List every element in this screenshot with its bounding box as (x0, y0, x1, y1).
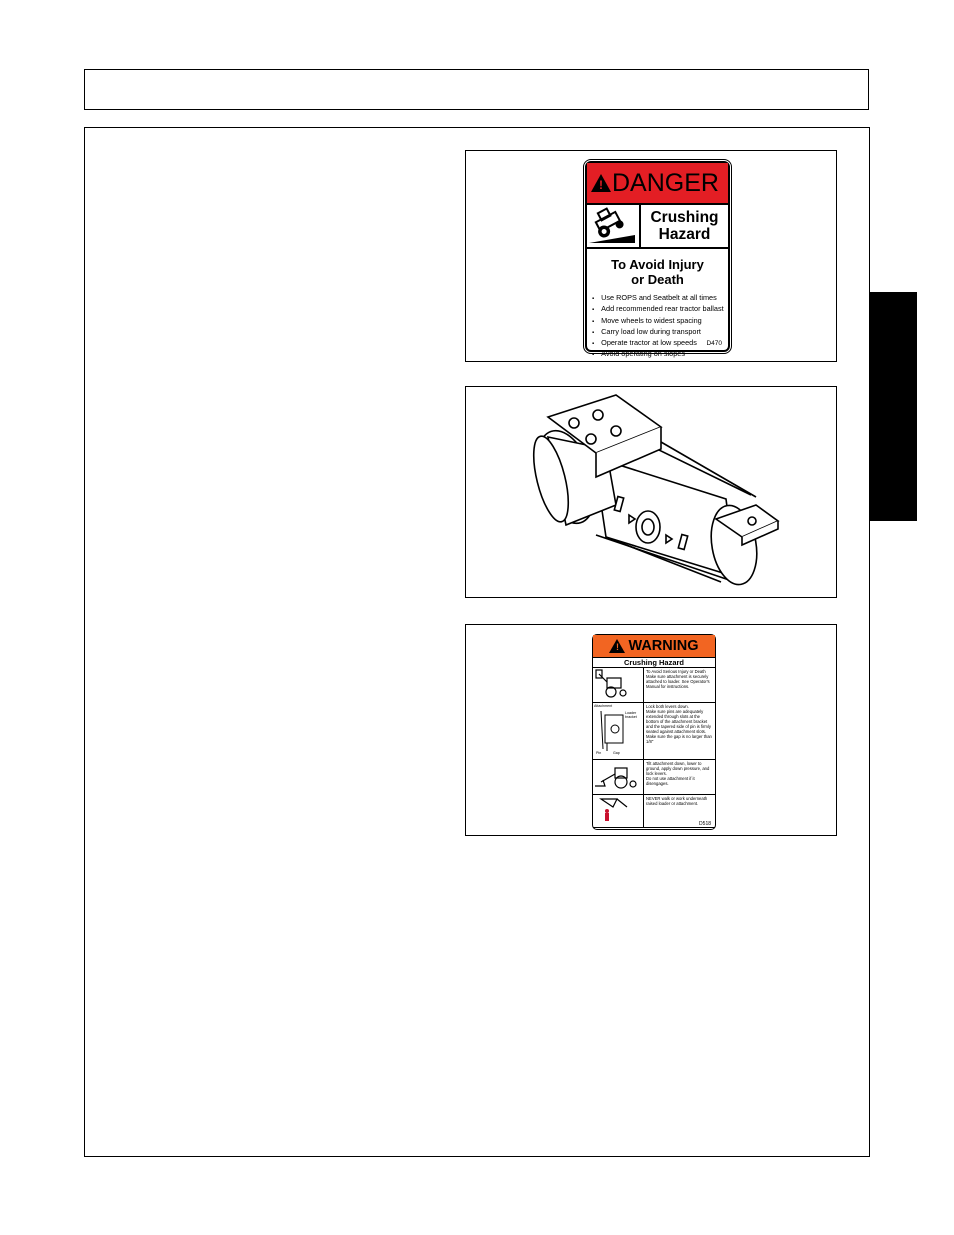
row-text: To Avoid Serious Injury or Death (646, 669, 706, 674)
row-text: Make sure pins are adequately extended through slots at the bottom of the attachment bracket and the tapered side of pin is firmly seated against attachment slots. (646, 709, 711, 734)
list-item: ▪ Add recommended rear tractor ballast (592, 304, 728, 315)
warning-row (593, 668, 715, 703)
label-pin: Pin (596, 751, 602, 755)
warning-signal-word: WARNING (628, 638, 699, 654)
hazard-line-1: Crushing (650, 209, 719, 226)
page-header-box (84, 69, 869, 110)
tractor-lowered-icon (593, 760, 644, 794)
warning-row (593, 760, 715, 795)
warning-header (593, 635, 715, 658)
danger-subtitle (587, 257, 728, 287)
alert-triangle-icon: ! (591, 174, 611, 192)
label-attachment: Attachment (594, 704, 613, 708)
mount-tube-figure (465, 386, 837, 598)
person-under-load-icon (593, 795, 644, 827)
row-text: Tilt attachment down, lower to ground, apply down pressure, and lock levers. (646, 761, 710, 776)
list-item: ▪ Carry load low during transport (592, 327, 728, 338)
tractor-rollover-icon (587, 205, 641, 247)
label-gap: Gap (613, 751, 620, 755)
list-item: ▪ Avoid operating on slopes (592, 349, 728, 360)
loader-attachment-icon (593, 668, 644, 702)
hazard-line-2: Hazard (658, 226, 711, 243)
list-item: ▪ Operate tractor at low speeds (592, 338, 728, 349)
row-text: Make sure attachment is securely attached to loader. See Operator's Manual for instructions. (646, 674, 710, 689)
alert-triangle-icon: ! (609, 639, 625, 653)
row-text: Do not use attachment if it disengages. (646, 776, 695, 786)
label-loader-bracket: Loader bracket (625, 711, 637, 719)
row-text: NEVER walk or work underneath raised loader or attachment. (646, 796, 708, 806)
danger-decal-figure (465, 150, 837, 362)
danger-instructions (587, 293, 728, 361)
list-item: ▪ Use ROPS and Seatbelt at all times (592, 293, 728, 304)
list-item: ▪ Move wheels to widest spacing (592, 316, 728, 327)
mount-tube-drawing (466, 387, 836, 597)
warning-row (593, 795, 715, 828)
decal-code: D518 (699, 821, 711, 827)
row-text: Lock both levers down. (646, 704, 689, 709)
warning-decal-figure (465, 624, 837, 836)
warning-hazard-title: Crushing Hazard (593, 658, 715, 668)
warning-row (593, 703, 715, 760)
subtitle-line-1: To Avoid Injury (611, 257, 704, 272)
section-thumb-tab (869, 292, 917, 521)
danger-header (587, 163, 728, 205)
hazard-title (641, 205, 728, 247)
row-text: Make sure the gap is no larger than 1/8" (646, 734, 712, 744)
danger-signal-word: DANGER (612, 168, 719, 197)
danger-decal (585, 161, 730, 359)
bracket-pin-icon (593, 703, 644, 759)
decal-code: D470 (706, 340, 722, 347)
subtitle-line-2: or Death (631, 272, 684, 287)
warning-decal (592, 634, 716, 830)
